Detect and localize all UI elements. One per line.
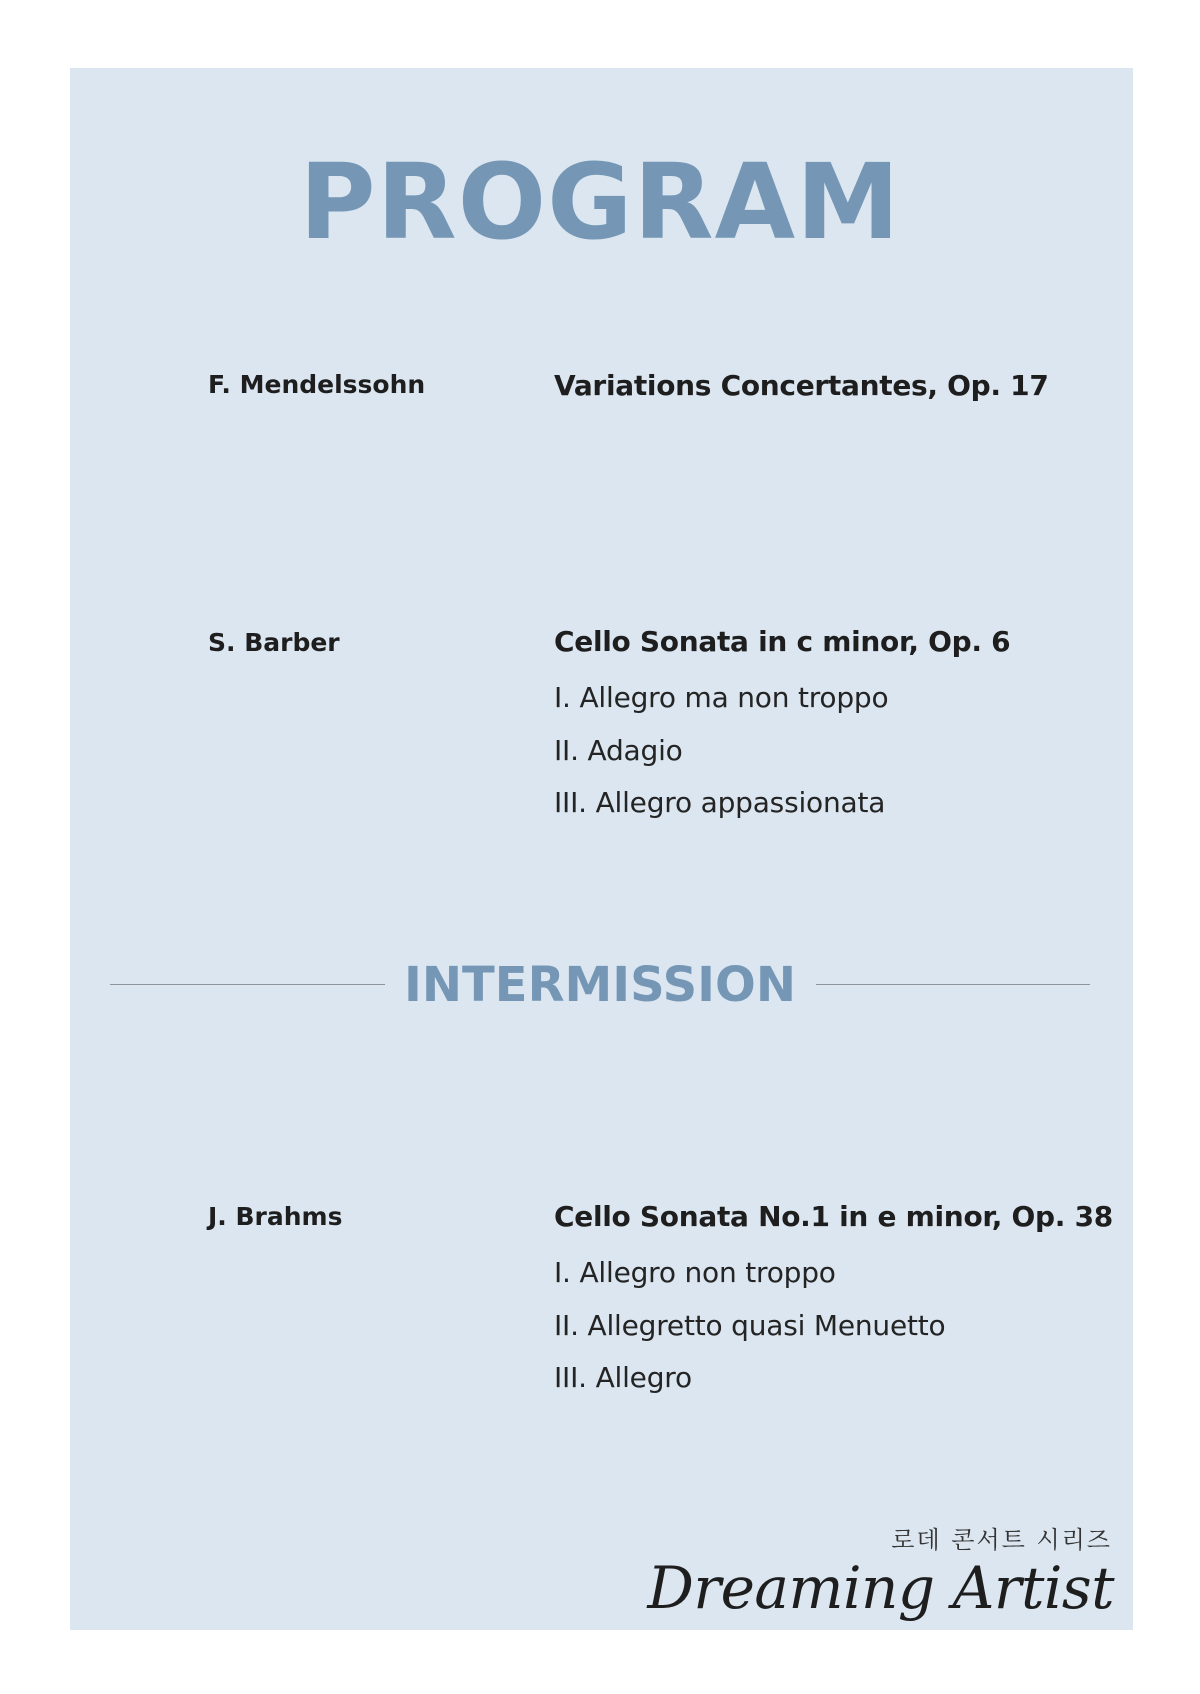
series-korean-name: 로데 콘서트 시리즈 — [891, 1526, 1112, 1554]
work-barber — [554, 622, 1010, 830]
work-mendelssohn — [554, 366, 1049, 406]
movement-item: III. Allegro appassionata — [554, 786, 886, 819]
work-title: Cello Sonata in c minor, Op. 6 — [554, 625, 1011, 658]
intermission-label: INTERMISSION — [404, 957, 796, 1013]
movement-item: II. Allegretto quasi Menuetto — [554, 1308, 946, 1342]
series-logo-text: Dreaming Artist — [647, 1554, 1114, 1622]
movement-item: I. Allegro ma non troppo — [554, 681, 889, 714]
movement-item: I. Allegro non troppo — [554, 1256, 836, 1289]
movement-list — [554, 672, 1010, 830]
divider-line-right — [816, 984, 1090, 985]
composer-barber: S. Barber — [208, 628, 340, 657]
composer-mendelssohn: F. Mendelssohn — [208, 370, 426, 399]
movement-list — [554, 1247, 1113, 1405]
intermission-divider — [110, 955, 1090, 1015]
work-title: Cello Sonata No.1 in e minor, Op. 38 — [554, 1200, 1113, 1233]
work-brahms — [554, 1197, 1113, 1405]
composer-brahms: J. Brahms — [208, 1202, 343, 1231]
movement-item: II. Adagio — [554, 733, 683, 767]
work-title: Variations Concertantes, Op. 17 — [554, 369, 1049, 402]
movement-item: III. Allegro — [554, 1361, 692, 1394]
program-title: PROGRAM — [299, 141, 901, 263]
